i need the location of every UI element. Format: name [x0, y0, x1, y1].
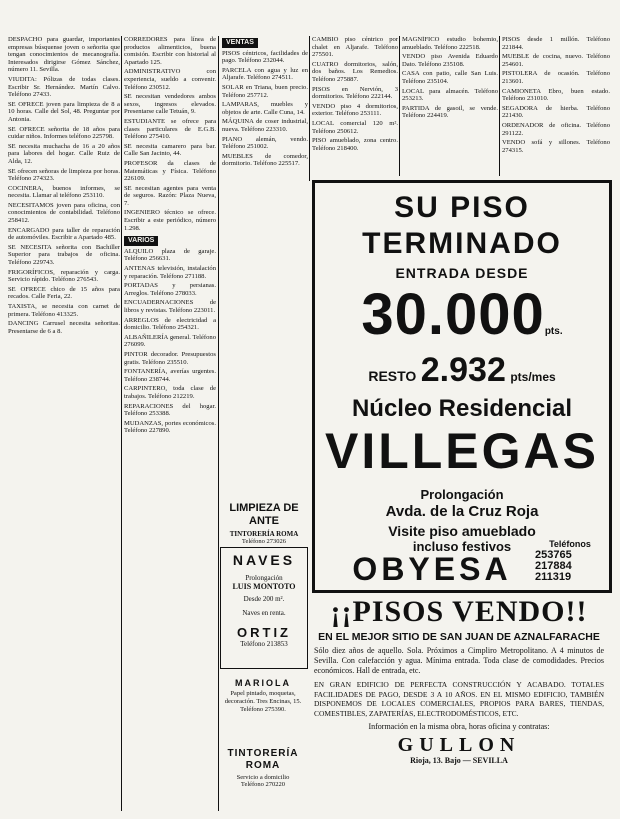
ad-pisos-vendo — [306, 594, 612, 765]
ad-naves-line1: Prolongación — [245, 574, 283, 582]
ad-villegas-phones-label: Teléfonos — [549, 539, 591, 549]
ad-pisos-title: ¡¡PISOS VENDO!! — [330, 595, 588, 628]
classified-entry: SEGADORA de hierba. Teléfono 221430. — [502, 104, 610, 120]
ad-naves-line4: Naves en renta. — [242, 609, 286, 617]
classified-entry: SE necesitan vendedores ambos sexos, ingresos elevados. Presentarse calle Tetuán, 9. — [124, 93, 216, 116]
ad-villegas-line1: SU PISO — [394, 191, 530, 224]
ad-limpieza-ante — [220, 500, 308, 545]
classified-entry: ALQUILO plaza de garaje. Teléfono 256631. — [124, 247, 216, 263]
ad-naves-title: NAVES — [232, 552, 296, 568]
classified-entry: VENDO sofá y sillones. Teléfono 274315. — [502, 139, 610, 154]
ad-villegas-name1: Núcleo Residencial — [351, 395, 573, 422]
ad-villegas-visit1: Visite piso amueblado — [388, 523, 536, 539]
classified-entry: DANCING Carrusel necesita señoritas. Presentarse de 6 a 8. — [8, 320, 120, 335]
classified-entry: ENCARGADO para taller de reparación de automóviles. Escribir a Apartado 485. — [8, 226, 120, 242]
ad-tintoreria-phone: Teléfono 270220 — [240, 781, 286, 788]
ad-villegas-line3: ENTRADA DESDE — [395, 265, 529, 281]
classified-entry: DESPACHO para guardar, importantes empresas búsquense joven o señorita que tengan conocimientos de mecanografía. Interesados dirigirse Gómez Sánchez, número 11. Sevilla. — [8, 36, 120, 74]
classified-column-6 — [502, 36, 610, 176]
ad-limpieza-title: LIMPIEZA DE ANTE — [229, 502, 299, 527]
ad-pisos-subtitle: EN EL MEJOR SITIO DE SAN JUAN DE AZNALFARACHE — [318, 631, 600, 643]
classified-entry: NECESITAMOS joven para oficina, con conocimientos de contabilidad. Teléfono 258412. — [8, 201, 120, 225]
classified-entry: ALBAÑILERÍA general. Teléfono 276099. — [124, 333, 216, 349]
classified-entry: TAXISTA, se necesita con carnet de primera. Teléfono 413325. — [8, 303, 120, 318]
classified-column-2 — [124, 36, 216, 811]
section-tag-varios: VARIOS — [124, 236, 158, 246]
classified-entry: SE necesitan agentes para venta de seguros. Razón: Plaza Nueva, 7. — [124, 184, 216, 207]
classified-entry: COCINERA, buenos informes, se necesita. Llamar al teléfono 253110. — [8, 184, 120, 200]
ad-villegas-resto-row — [315, 351, 609, 390]
classified-entry: PROFESOR da clases de Matemáticas y Física. Teléfono 226109. — [124, 159, 216, 183]
ad-naves-name: ORTIZ — [237, 625, 291, 640]
classified-entry: ESTUDIANTE se ofrece para clases particulares de E.G.B. Teléfono 275410. — [124, 117, 216, 141]
classified-column-5 — [402, 36, 498, 176]
classified-entry: CUATRO dormitorios, salón, dos baños. Los Remedios. Teléfono 275887. — [312, 60, 398, 83]
ad-limpieza-sub: TINTORERÍA ROMA — [229, 530, 299, 538]
classified-entry: MUEBLE de cocina, nuevo. Teléfono 254601. — [502, 53, 610, 68]
classified-entry: REPARACIONES del hogar. Teléfono 253388. — [124, 402, 216, 418]
ad-mariola-title: MARIOLA — [235, 678, 291, 688]
ad-villegas-addr1: Prolongación — [420, 487, 504, 502]
classified-column-1 — [8, 36, 120, 811]
column-rule — [499, 36, 500, 176]
classified-entry: CARPINTERO, toda clase de trabajos. Teléfono 212219. — [124, 385, 216, 400]
classified-entry: PARTIDA de gasoil, se vende. Teléfono 224419. — [402, 104, 498, 120]
column-rule — [218, 36, 219, 811]
ad-tintoreria-title: TINTORERÍA ROMA — [227, 748, 299, 771]
ad-naves-line3: Desde 200 m². — [243, 595, 285, 603]
ad-mariola — [220, 678, 306, 744]
classified-entry: SE OFRECE chico de 15 años para recados. Calle Feria, 22. — [8, 285, 120, 301]
ad-villegas-resto-value: 2.932 — [420, 351, 506, 389]
classified-entry: FRIGORÍFICOS, reparación y carga. Servicio rápido. Teléfono 276543. — [8, 268, 120, 284]
column-rule — [121, 36, 122, 811]
ad-villegas-price-row — [315, 283, 609, 347]
ad-naves-line2: LUIS MONTOTO — [232, 582, 296, 591]
classified-entry: VENDO piso 4 dormitorios, exterior. Teléfono 253111. — [312, 102, 398, 118]
classified-entry: PORTADAS y persianas. Arreglos. Teléfono 278033. — [124, 282, 216, 297]
classified-entry: MÁQUINA de coser industrial, nueva. Teléfono 223310. — [222, 118, 308, 133]
classified-entry: SE OFRECE señorita de 18 años para cuidar niños. Informes teléfono 225798. — [8, 125, 120, 141]
ad-limpieza-phone: Teléfono 273026 — [241, 538, 287, 545]
classified-entry: ORDENADOR de oficina. Teléfono 291122. — [502, 121, 610, 137]
column-rule — [399, 36, 400, 176]
classified-entry: CASA con patio, calle San Luis. Teléfono 235104. — [402, 70, 498, 85]
classified-entry: ANTENAS televisión, instalación y reparación. Teléfono 271188. — [124, 265, 216, 280]
ad-pisos-para1: Sólo diez años de aquello. Sola. Próximos a Cimpliro Metropolitano. A 4 minutos de Sevilla. Con calefacción y agua. Mínima entrada. Toda clase de comodidades. Precios económicos. Hall de entrada, etc. — [314, 646, 604, 675]
classified-entry: SE ofrecen señoras de limpieza por horas. Teléfono 274323. — [8, 167, 120, 183]
classified-entry: SE necesita camarero para bar. Calle San Jacinto, 44. — [124, 142, 216, 158]
classified-column-4 — [312, 36, 398, 176]
classified-entry: ARREGLOS de electricidad a domicilio. Teléfono 254321. — [124, 316, 216, 332]
ad-villegas-phone-1: 253765 — [535, 549, 572, 561]
ad-villegas — [312, 180, 612, 593]
classified-entry: MAGNÍFICO estudio bohemio, amueblado. Teléfono 222518. — [402, 36, 498, 51]
ad-villegas-phone-3: 211319 — [535, 571, 572, 583]
classified-entry: CORREDORES para línea de productos alimenticios, buena comisión. Escribir con historial al Apartado 125. — [124, 36, 216, 66]
ad-villegas-name2: VILLEGAS — [324, 423, 600, 479]
classified-entry: PISO amueblado, zona centro. Teléfono 218400. — [312, 137, 398, 152]
ad-villegas-addr2: Avda. de la Cruz Roja — [385, 503, 539, 520]
ad-villegas-company: OBYESA — [352, 551, 512, 587]
ad-pisos-company: GULLON — [397, 734, 521, 756]
classified-entry: PINTOR decorador. Presupuestos gratis. Teléfono 235510. — [124, 350, 216, 366]
classified-entry: PISOS céntricos, facilidades de pago. Teléfono 232044. — [222, 49, 308, 65]
ad-naves-phone: Teléfono 213853 — [240, 640, 288, 648]
ad-tintoreria-roma — [220, 748, 306, 810]
ad-pisos-para3: Información en la misma obra, horas oficina y contratas: — [368, 722, 550, 731]
classified-entry: PISOS desde 1 millón. Teléfono 221844. — [502, 36, 610, 51]
classified-entry: VENDO piso Avenida Eduardo Dato. Teléfono 235108. — [402, 53, 498, 68]
ad-villegas-price-unit: pts. — [544, 326, 563, 337]
ad-pisos-para2: EN GRAN EDIFICIO DE PERFECTA CONSTRUCCIÓN Y ACABADO. TOTALES FACILIDADES DE PAGO, DESDE 3 A 10 AÑOS. EN EL MISMO EDIFICIO, TAMBIÉN DISPONEMOS DE LOCALES COMERCIALES, PROPIOS PARA BARES, TIENDAS, COMESTIBLES, ZAPATERÍAS, ELECTRODOMÉSTICOS, ETC. — [314, 680, 604, 718]
classified-entry: SE necesita muchacha de 16 a 20 años para labores del hogar. Calle Ruiz de Alda, 12. — [8, 142, 120, 165]
ad-villegas-resto-unit: pts/mes — [510, 370, 556, 384]
classified-entry: SE NECESITA señorita con Bachiller Superior para trabajos de oficina. Teléfono 229743. — [8, 243, 120, 267]
ad-pisos-address: Rioja, 13. Bajo — SEVILLA — [410, 756, 508, 765]
classified-entry: PIANO alemán, vendo. Teléfono 251002. — [222, 135, 308, 151]
classified-entry: LAMPARAS, muebles y objetos de arte. Calle Cuna, 14. — [222, 101, 308, 116]
classified-entry: PISTOLERA de ocasión. Teléfono 213601. — [502, 70, 610, 85]
column-rule — [309, 36, 310, 181]
section-tag-ventas: VENTAS — [222, 38, 258, 48]
ad-villegas-phone-2: 217884 — [535, 560, 572, 572]
classified-entry: FONTANERÍA, averías urgentes. Teléfono 238744. — [124, 368, 216, 383]
classified-entry: ENCUADERNACIONES de libros y revistas. Teléfono 223011. — [124, 299, 216, 314]
classified-entry: SOLAR en Triana, buen precio. Teléfono 257712. — [222, 83, 308, 99]
classified-entry: VIUDITA: Pólizas de todas clases. Escribir Sr. Hernández. Martín Calvo. Teléfono 27433. — [8, 75, 120, 99]
ad-mariola-text: Papel pintado, moquetas, decoración. Tres Encinas, 15. Teléfono 275390. — [224, 690, 302, 713]
classified-entry: SE OFRECE joven para limpieza de 8 a 10 horas. Calle del Sol, 48. Preguntar por Antonia. — [8, 100, 120, 123]
ad-villegas-line2: TERMINADO — [362, 227, 562, 260]
ad-tintoreria-sub: Servicio a domicilio — [236, 774, 290, 781]
classified-entry: ADMINISTRATIVO con experiencia, sueldo a convenir. Teléfono 230512. — [124, 68, 216, 91]
classified-entry: CAMBIO piso céntrico por chalet en Aljarafe. Teléfono 275501. — [312, 36, 398, 59]
ad-villegas-phones — [535, 539, 605, 583]
classified-entry: CAMIONETA Ebro, buen estado. Teléfono 231010. — [502, 87, 610, 103]
ad-villegas-visit2: incluso festivos — [412, 539, 512, 554]
classified-entry: LOCAL comercial 120 m². Teléfono 250612. — [312, 119, 398, 135]
classified-column-3 — [222, 36, 308, 286]
classified-entry: PARCELA con agua y luz en Aljarafe. Teléfono 274511. — [222, 66, 308, 82]
ad-villegas-price: 30.000 — [361, 282, 545, 347]
classified-entry: INGENIERO técnico se ofrece. Escribir a este periódico, número 1.298. — [124, 209, 216, 232]
classified-entry: PISOS en Nervión, 3 dormitorios. Teléfono 222144. — [312, 85, 398, 101]
classified-entry: MUDANZAS, portes económicos. Teléfono 227890. — [124, 419, 216, 435]
ad-villegas-resto-label: RESTO — [368, 368, 417, 384]
classified-entry: MUEBLES de comedor, dormitorio. Teléfono 225517. — [222, 152, 308, 168]
classified-entry: LOCAL para almacén. Teléfono 253213. — [402, 87, 498, 103]
